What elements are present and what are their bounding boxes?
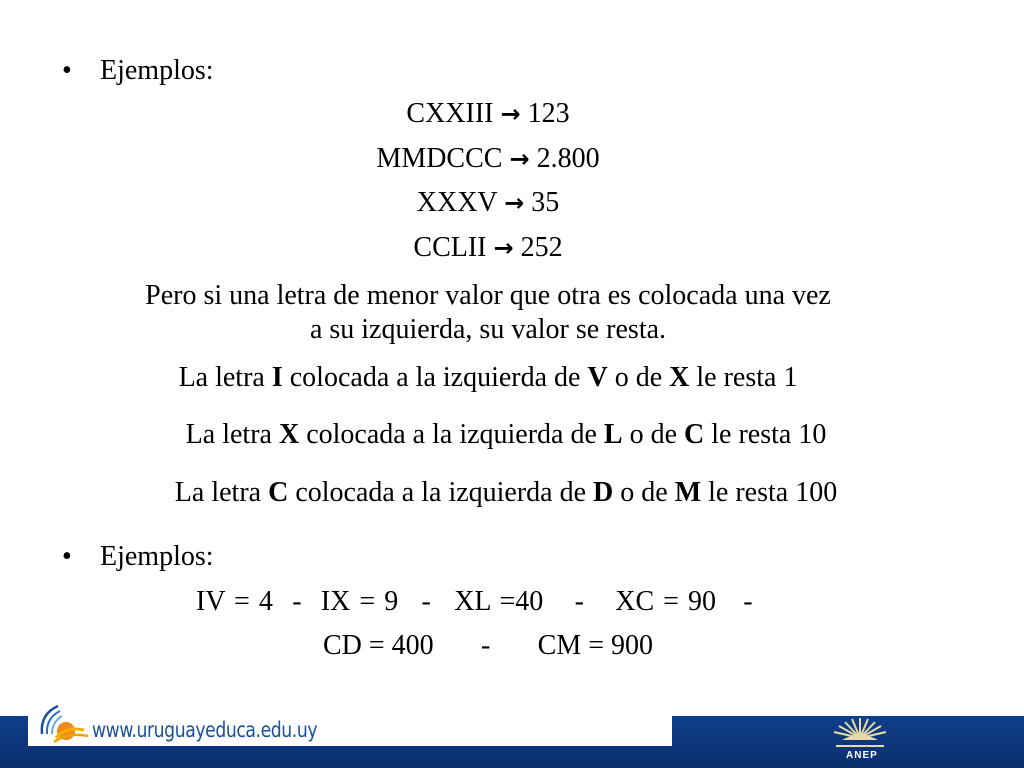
arrow-right-icon: → <box>500 100 521 128</box>
bullet-dot: • <box>62 55 72 86</box>
text: colocada a la izquierda de <box>299 419 604 450</box>
text: o de <box>622 419 685 450</box>
subtraction-rule <box>0 477 1012 509</box>
roman-numeral: CXXIII <box>406 98 494 129</box>
letter: C <box>684 419 705 450</box>
anep-brand-text: ANEP <box>846 750 878 761</box>
text: le resta 1 <box>689 362 798 393</box>
letter: C <box>268 477 289 508</box>
letter: M <box>674 477 702 508</box>
separator: - <box>480 630 491 661</box>
example-item: XL =40 <box>454 586 544 617</box>
letter: X <box>278 419 300 450</box>
example-row <box>0 143 976 175</box>
example-item: CM = 900 <box>537 630 654 661</box>
text: La letra <box>174 477 269 508</box>
text: La letra <box>185 419 279 450</box>
letter: D <box>593 477 614 508</box>
bullet-heading: Ejemplos: <box>100 55 214 86</box>
example-row <box>0 98 976 130</box>
bullet-ejemplos-2 <box>62 541 214 573</box>
arabic-value: 252 <box>520 232 563 263</box>
roman-numeral: MMDCCC <box>376 143 503 174</box>
text: o de <box>613 477 675 508</box>
example-row <box>0 232 976 264</box>
arrow-right-icon: → <box>504 189 525 217</box>
text: o de <box>607 362 670 393</box>
arrow-right-icon: → <box>509 145 530 173</box>
text: le resta 10 <box>704 419 827 450</box>
letter: V <box>587 362 608 393</box>
example-item: XC = 90 <box>615 586 716 617</box>
separator: - <box>421 586 431 617</box>
examples-row-1 <box>0 586 976 618</box>
separator: - <box>292 586 302 617</box>
example-item: CD = 400 <box>322 630 434 661</box>
subtraction-rule <box>0 419 1012 451</box>
example-item: IV = 4 <box>196 586 273 617</box>
rule-paragraph <box>58 279 918 347</box>
text: le resta 100 <box>701 477 838 508</box>
example-item: IX = 9 <box>320 586 399 617</box>
site-url-link[interactable]: www.uruguayeduca.edu.uy <box>92 718 318 742</box>
subtraction-rule <box>0 362 976 394</box>
separator: - <box>743 586 753 617</box>
examples-row-2 <box>0 630 976 662</box>
arabic-value: 123 <box>527 98 570 129</box>
roman-numeral: XXXV <box>416 187 498 218</box>
letter: I <box>271 362 283 393</box>
letter: X <box>669 362 690 393</box>
roman-numeral: CCLII <box>413 232 487 263</box>
letter: L <box>603 419 623 450</box>
bullet-dot: • <box>62 541 72 572</box>
text: colocada a la izquierda de <box>282 362 588 393</box>
arrow-right-icon: → <box>493 234 514 262</box>
text: colocada a la izquierda de <box>288 477 594 508</box>
separator: - <box>574 586 584 617</box>
text: La letra <box>178 362 272 393</box>
rule-line-1: Pero si una letra de menor valor que otra es colocada una vez <box>145 280 831 311</box>
example-row <box>0 187 976 219</box>
bullet-heading: Ejemplos: <box>100 541 214 572</box>
arabic-value: 35 <box>531 187 560 218</box>
arabic-value: 2.800 <box>536 143 600 174</box>
bullet-ejemplos-1 <box>62 55 214 87</box>
rule-line-2: a su izquierda, su valor se resta. <box>309 314 667 345</box>
uruguayeduca-logo-icon <box>36 700 90 744</box>
